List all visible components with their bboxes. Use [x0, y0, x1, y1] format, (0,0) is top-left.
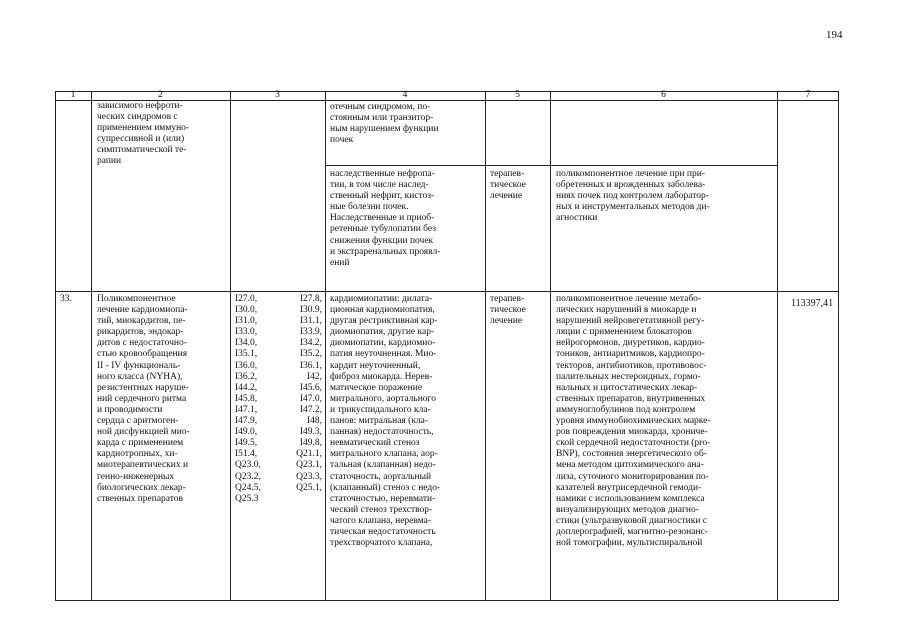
col4-split-rule	[325, 165, 777, 166]
header-col-1: 1	[70, 90, 76, 100]
col-divider-2	[230, 91, 231, 601]
row-33-treatment-method: поликомпонентное лечение метабо- лических нарушений в миокарде и нарушений нейровегетативной регу- ляции с применением блокаторов нейрогормонов, диуретиков, кардио- тоников, антиаритмиков, кардиопро- текторов, антибиотиков, противовос- палительных нестероидных, гормо- нальных и цитостатических лекар- ственных препаратов, внутривенных иммуноглобулинов под контролем уровня иммунобиохимических марке- ров повреждения миокарда, хрониче- ской сердечной недостаточности (pro- BNP), состояния энергетического об- мена методом цитохимического ана- лиза, суточного мониторирования по- казателей внутрисердечной гемоди- намики с использованием комплекса визуализирующих методов диагно- стики (ультразвуковой диагностики с доплерографией, магнитно-резонанс- ной томографии, мультиспиральной	[556, 294, 711, 549]
row-divider-rule	[55, 291, 839, 292]
cont-row-diagnosis-text-top: отечным синдромом, по- стоянным или транзитор- ным нарушением функции почек	[330, 102, 439, 146]
row-33-diagnosis-text: кардиомиопатии: дилата- ционная кардиомиопатия, другая рестриктивная кар- диомиопатия, другие кар- диомиопатии, кардиомио- патия неуточненная. Мио- кардит неуточненный, фиброз миокарда. Нерев- матическое поражение митрального, аортального и трикуспидального кла- панов: митральная (кла- панная) недостаточность, невматический стеноз митрального клапана, аор- тальная (клапанная) недо- статочность, аортальный (клапанный) стеноз с недо- статочностью, неревмати- ческий стеноз трехствор- чатого клапана, неревма- тическая недостаточность трехстворчатого клапана,	[330, 294, 441, 549]
cont-row-treatment-type: терапев- тическое лечение	[490, 169, 526, 202]
col-divider-5	[550, 91, 551, 601]
row-33-method-text: Поликомпонентное лечение кардиомиопа- тий, миокардитов, пе- рикардитов, эндокар- дитов с недостаточно- стью кровообращения II - IV функциональ- ного класса (NYHA), резистентных наруше- ний сердечного ритма и проводимости сердца с аритмоген- ной дисфункцией мио- карда с применением кардиотропных, хи- миотерапевтических и генно-инженерных биологических лекар- ственных препаратов	[97, 294, 190, 504]
header-col-6: 6	[661, 90, 666, 100]
header-col-7: 7	[805, 90, 811, 100]
cont-row-diagnosis-text-bottom: наследственные нефропа- тии, в том числе наслед- ственный нефрит, кистоз- ные болезни почек. Наследственные и приоб- ретенные тубулопатии без снижения функции почек и экстраренальных проявл- ений	[330, 169, 441, 268]
header-col-5: 5	[515, 90, 520, 100]
header-col-3: 3	[275, 90, 280, 100]
header-col-2: 2	[158, 90, 163, 100]
col-divider-6	[777, 91, 778, 601]
col-divider-4	[485, 91, 486, 601]
cont-row-method-text: зависимого нефроти- ческих синдромов с применением иммуно- супрессивной и (или) симптоматической те- рапии	[97, 101, 190, 167]
col-divider-3	[325, 91, 326, 601]
page-number: 194	[826, 29, 843, 41]
row-33-codes-left: I27.0, I30.0, I31.0, I33.0, I34.0, I35.1, I36.0, I36.2, I44.2, I45.8, I47.1, I47.9, I49.0, I49.5, I51.4, Q23.0, Q23.2, Q24.5, Q25.3	[235, 294, 261, 504]
header-col-4: 4	[402, 90, 408, 100]
row-33-treatment-type: терапев- тическое лечение	[490, 294, 526, 327]
row-33-number: 33.	[60, 294, 72, 304]
cont-row-treatment-method: поликомпонентное лечение при при- обретенных и врожденных заболева- ниях почек под контролем лаборатор- ных и инструментальных методов ди- агностики	[556, 169, 710, 224]
col-divider-1	[91, 91, 92, 601]
row-33-codes-right: I27.8, I30.9, I31.1, I33.9, I34.2, I35.2, I36.1, I42, I45.6, I47.0, I47.2, I48, I49.3, I49.8, Q21.1, Q23.1, Q23.3, Q25.1,	[296, 294, 322, 493]
row-33-price: 113397,41	[791, 298, 834, 309]
